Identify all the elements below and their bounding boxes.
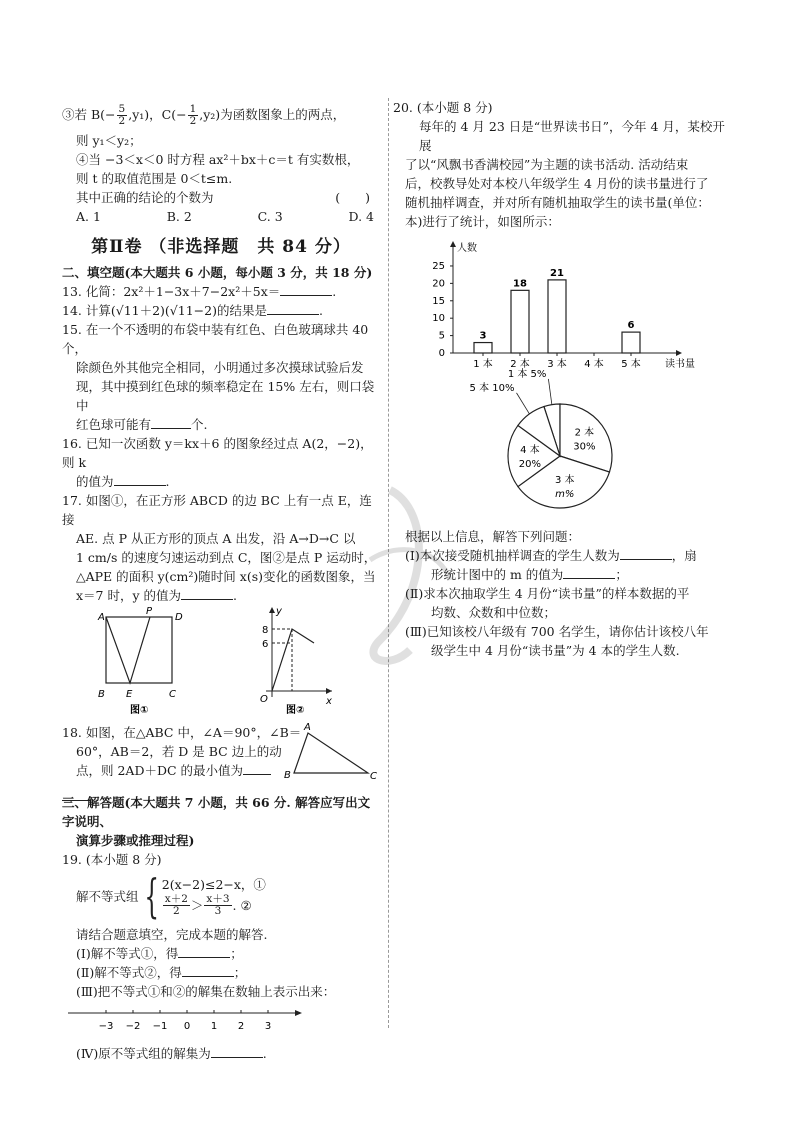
bar-x-axis-arrow <box>676 350 682 356</box>
fig2-label-y: y <box>276 606 282 617</box>
bar-category-label: 5 本 <box>621 359 641 370</box>
section3-header-line2: 演算步骤或推理过程) <box>76 833 195 848</box>
fig1-label-p: P <box>146 606 153 617</box>
pie-leader-line <box>517 393 530 414</box>
number-line-tick-label: 0 <box>183 1021 191 1032</box>
brace-icon: { <box>143 869 159 923</box>
bar-y-axis-arrow <box>450 241 456 247</box>
fig2-caption: 图② <box>286 705 305 716</box>
bar-ytick-label: 5 <box>438 330 445 342</box>
pie-slice-value: 30% <box>573 441 596 453</box>
number-line-tick-label: −2 <box>125 1021 141 1032</box>
option-d: D. 4 <box>348 209 374 224</box>
q20-part1b: 形统计图中的 m 的值为 ； <box>431 567 628 582</box>
bar-category-label: 3 本 <box>547 359 567 370</box>
bar-ylabel: 人数 <box>457 243 477 254</box>
fig1-label-e: E <box>126 689 133 700</box>
pie-chart <box>405 368 735 524</box>
answer-blank <box>151 416 191 429</box>
figure-2 <box>260 606 332 716</box>
q12-statement-4: ④当 −3＜x＜0 时方程 ax²＋bx＋c＝t 有实数根， <box>76 152 360 167</box>
bar-data-label: 21 <box>550 267 564 279</box>
number-line <box>62 1001 380 1041</box>
q20-head: 20. (本小题 8 分) <box>393 100 493 115</box>
bar <box>474 343 492 353</box>
q19-inequalities <box>162 876 266 917</box>
fig3-label-c: C <box>370 771 377 782</box>
fig2-label-6: 6 <box>262 639 269 650</box>
fraction: $\frac{x+3}{3}$ <box>206 892 230 917</box>
fig1-label-d: D <box>175 612 183 623</box>
fraction: $\frac{x+2}{2}$ <box>164 892 188 917</box>
section3-header-line1: 三、解答题(本大题共 7 小题，共 66 分. 解答应写出文字说明、 <box>62 795 371 829</box>
answer-blank <box>178 945 230 958</box>
q20-part2-line1: (Ⅱ)求本次抽取学生 4 月份“读书量”的样本数据的平 <box>405 586 690 601</box>
answer-blank <box>243 762 271 775</box>
q20-part3-line2: 级学生中 4 月份“读书量”为 4 本的学生人数. <box>431 643 680 658</box>
answer-blank <box>182 964 234 977</box>
pie-slice-label: 2 本 <box>574 427 595 439</box>
triangle-abc <box>294 733 368 773</box>
option-a: A. 1 <box>76 209 101 224</box>
q19-ineq1: 2(x−2)≤2−x，① <box>161 876 266 892</box>
q20-body-2: 了以“风飘书香满校园”为主题的读书活动. 活动结束 <box>405 157 689 172</box>
bar-ytick-label: 20 <box>432 278 445 290</box>
pie-leader-line <box>548 379 551 405</box>
q18-line3: 点，则 2AD＋DC 的最小值为 <box>62 761 380 780</box>
number-line-arrow <box>295 1010 302 1016</box>
pie-slice-label: 4 本 <box>520 445 540 456</box>
answer-blank <box>280 283 332 296</box>
q19-part1: (Ⅰ)解不等式①，得 ； <box>76 946 243 961</box>
bar-ytick-label: 0 <box>438 348 445 359</box>
q17-line5: x＝7 时，y 的值为 . <box>76 588 237 603</box>
option-c: C. 3 <box>257 209 283 224</box>
bar-ytick-label: 10 <box>432 313 445 325</box>
q18-triangle-figure <box>272 721 382 781</box>
q20-part1a: (Ⅰ)本次接受随机抽样调查的学生人数为 ，扇 <box>405 548 697 563</box>
q18-line1: 18. 如图，在△ABC 中，∠A＝90°，∠B＝ <box>62 725 302 740</box>
bar-category-label: 1 本 <box>473 359 493 370</box>
q20-body-3: 后，校教导处对本校八年级学生 4 月份的读书量进行了 <box>405 176 709 191</box>
number-line-tick-label: 1 <box>210 1021 218 1032</box>
fig3-label-b: B <box>284 770 291 781</box>
number-line-tick-label: −3 <box>98 1021 114 1032</box>
answer-blank <box>114 473 166 486</box>
number-line-tick-label: 3 <box>264 1021 272 1032</box>
q20-body-1: 每年的 4 月 23 日是“世界读书日”，今年 4 月，某校开展 <box>419 119 725 153</box>
fig2-label-o: O <box>260 694 268 705</box>
bar-data-label: 18 <box>513 278 527 290</box>
q19-part2: (Ⅱ)解不等式②，得 ； <box>76 965 247 980</box>
option-b: B. 2 <box>166 209 192 224</box>
q13: 13. 化简：2x²＋1−3x＋7−2x²＋5x＝ . <box>62 284 337 299</box>
q19-system <box>62 869 380 923</box>
section2-header: 二、填空题(本大题共 6 小题，每小题 3 分，共 18 分) <box>62 265 373 280</box>
volume-title: 第Ⅱ卷 （非选择题 共 84 分） <box>91 237 351 257</box>
number-line-tick-label: 2 <box>237 1021 245 1032</box>
triangle-ape <box>106 617 150 683</box>
q20-body-4: 随机抽样调查，并对所有随机抽取学生的读书量(单位： <box>405 195 710 210</box>
q15-line2: 除颜色外其他完全相同，小明通过多次摸球试验后发 <box>76 360 364 375</box>
square-abcd <box>106 617 172 683</box>
bar <box>622 332 640 353</box>
number-line-tick-label: −1 <box>152 1021 168 1032</box>
bar-category-label: 2 本 <box>510 359 530 370</box>
bar-data-label: 6 <box>627 320 635 332</box>
q20-part2-line2: 均数、众数和中位数； <box>431 605 557 620</box>
q16-line2: 的值为 . <box>76 474 170 489</box>
fig1-label-a: A <box>98 612 105 623</box>
fig1-label-c: C <box>169 689 176 700</box>
fraction: $\frac{5}{2}$ <box>118 103 126 127</box>
graph-line <box>272 629 314 691</box>
bar-data-label: 3 <box>479 330 487 342</box>
right-column <box>393 98 735 660</box>
bar <box>548 280 566 353</box>
q12-question: 其中正确的结论的个数为 ( ) <box>76 190 370 205</box>
q19-ineq2: $\frac{x+2}{2}$ ＞ $\frac{x+3}{3}$ . ② <box>164 892 252 917</box>
q20-part3-line1: (Ⅲ)已知该校八年级有 700 名学生，请你估计该校八年 <box>405 624 709 639</box>
pie-slice-label: 1 本 5% <box>507 368 547 380</box>
bar-ytick-label: 15 <box>432 295 445 307</box>
answer-blank <box>181 587 233 600</box>
q19-intro: 解不等式组 <box>76 889 139 904</box>
q16-line1: 16. 已知一次函数 y＝kx＋6 的图象经过点 A(2，−2)，则 k <box>62 436 373 470</box>
pie-slice-value: 20% <box>518 459 541 470</box>
q19-part3: (Ⅲ)把不等式①和②的解集在数轴上表示出来： <box>76 984 336 999</box>
answer-blank <box>267 302 319 315</box>
q19-part4: (Ⅳ)原不等式组的解集为 . <box>76 1046 267 1061</box>
q17-line4: △APE 的面积 y(cm²)随时间 x(s)变化的函数图象，当 <box>76 569 376 584</box>
bar-category-label: 4 本 <box>584 359 604 370</box>
pie-slice-label: 3 本 <box>554 474 575 486</box>
q17-line3: 1 cm/s 的速度匀速运动到点 C，图②是点 P 运动时， <box>76 550 377 565</box>
answer-blank <box>620 547 672 560</box>
fig1-caption: 图① <box>130 705 149 716</box>
pie-slice-value: m% <box>555 488 575 500</box>
figure-1 <box>97 606 183 716</box>
q17-line1: 17. 如图①，在正方形 ABCD 的边 BC 上有一点 E，连接 <box>62 493 372 527</box>
answer-blank <box>563 566 615 579</box>
bar <box>511 290 529 353</box>
q12-statement-3: ③若 B(− $\frac{5}{2}$ ,y₁)，C(− $\frac{1}{2}$ ,y₂)为函数图象上的两点， <box>62 103 346 127</box>
bar-chart <box>405 237 735 377</box>
bar-xlabel: 读书量 <box>665 359 695 370</box>
q12-statement-3-line2: 则 y₁＜y₂； <box>76 133 142 148</box>
q17-line2: AE. 点 P 从正方形的顶点 A 出发，沿 A→D→C 以 <box>76 531 356 546</box>
q15-line4: 红色球可能有 个. <box>76 417 208 432</box>
fraction: $\frac{1}{2}$ <box>189 103 197 127</box>
q12-statement-4-line2: 则 t 的取值范围是 0＜t≤m. <box>76 171 233 186</box>
q18 <box>62 723 380 787</box>
q15-line3: 现，其中摸到红色球的频率稳定在 15% 左右，则口袋中 <box>76 379 375 413</box>
fig1-label-b: B <box>98 689 105 700</box>
pie-slice-label: 5 本 10% <box>469 382 515 394</box>
fig2-label-x: x <box>326 696 332 707</box>
q14: 14. 计算(√11＋2)(√11−2)的结果是 . <box>62 303 323 318</box>
bar-ytick-label: 25 <box>432 260 445 272</box>
q19-head: 19. (本小题 8 分) <box>62 852 162 867</box>
answer-blank <box>211 1045 263 1058</box>
q20-after: 根据以上信息，解答下列问题： <box>405 529 581 544</box>
y-axis-arrow <box>269 607 275 613</box>
fig3-label-a: A <box>304 722 311 733</box>
q18-line2: 60°，AB＝2，若 D 是 BC 边上的动 <box>76 744 282 759</box>
fig2-label-8: 8 <box>262 625 269 636</box>
q19-instruction: 请结合题意填空，完成本题的解答. <box>76 927 268 942</box>
q20-body-5: 本)进行了统计，如图所示： <box>405 214 560 229</box>
q15-line1: 15. 在一个不透明的布袋中装有红色、白色玻璃球共 40 个， <box>62 322 369 356</box>
q12-options <box>62 207 380 226</box>
